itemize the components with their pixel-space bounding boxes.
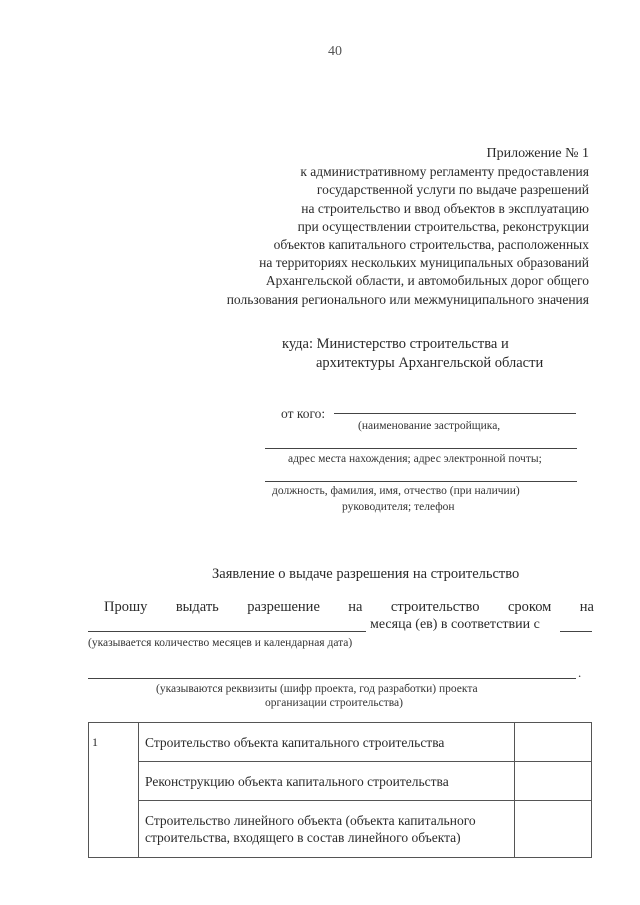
appendix-line: объектов капитального строительства, расположенных bbox=[273, 237, 589, 253]
option-text: Строительство объекта капитального строительства bbox=[139, 723, 515, 762]
request-word: строительство bbox=[390, 599, 480, 615]
project-caption-2: организации строительства) bbox=[265, 697, 403, 709]
page-number: 40 bbox=[328, 44, 342, 59]
sender-position-line[interactable] bbox=[265, 481, 577, 482]
end-mark: . bbox=[578, 665, 582, 680]
request-word: сроком bbox=[507, 599, 552, 615]
table-row bbox=[89, 723, 592, 762]
sender-caption-1: (наименование застройщика, bbox=[358, 420, 501, 432]
term-input-line[interactable] bbox=[88, 631, 366, 632]
request-word: выдать bbox=[175, 599, 219, 615]
appendix-title: Приложение № 1 bbox=[486, 146, 589, 161]
recipient-line-2: архитектуры Архангельской области bbox=[316, 355, 544, 371]
options-table bbox=[88, 722, 592, 858]
table-row bbox=[89, 801, 592, 858]
project-caption-1: (указываются реквизиты (шифр проекта, год разработки) проекта bbox=[156, 683, 478, 695]
sender-caption-2: адрес места нахождения; адрес электронной почты; bbox=[288, 453, 542, 465]
recipient-line-1: куда: Министерство строительства и bbox=[282, 336, 509, 352]
recipient-block bbox=[282, 335, 543, 373]
request-word: Прошу bbox=[104, 599, 148, 615]
option-checkbox[interactable] bbox=[515, 723, 592, 762]
sender-address-line[interactable] bbox=[265, 448, 577, 449]
appendix-line: государственной услуги по выдаче разрешений bbox=[316, 182, 589, 198]
option-text: Реконструкцию объекта капитального строительства bbox=[139, 762, 515, 801]
option-checkbox[interactable] bbox=[515, 762, 592, 801]
row-number: 1 bbox=[89, 723, 139, 858]
request-word: разрешение bbox=[247, 599, 320, 615]
statement-title: Заявление о выдаче разрешения на строительство bbox=[212, 566, 520, 582]
sender-caption-3: должность, фамилия, имя, отчество (при наличии) bbox=[272, 485, 520, 497]
appendix-line: на территориях нескольких муниципальных образований bbox=[259, 255, 589, 271]
months-text: месяца (ев) в соответствии с bbox=[370, 617, 540, 632]
request-sentence bbox=[104, 599, 594, 616]
appendix-line: пользования регионального или межмуниципального значения bbox=[226, 291, 589, 307]
sender-name-line[interactable] bbox=[334, 413, 576, 414]
appendix-line: к административному регламенту предоставления bbox=[300, 164, 589, 180]
sender-caption-4: руководителя; телефон bbox=[342, 501, 455, 513]
option-checkbox[interactable] bbox=[515, 801, 592, 858]
appendix-line: при осуществлении строительства, реконструкции bbox=[297, 218, 589, 234]
term-caption: (указывается количество месяцев и календарная дата) bbox=[88, 637, 353, 649]
request-word: на bbox=[348, 599, 363, 615]
sender-label: от кого: bbox=[281, 406, 326, 421]
appendix-header bbox=[227, 145, 589, 309]
appendix-line: на строительство и ввод объектов в эксплуатацию bbox=[301, 200, 589, 216]
term-date-line[interactable] bbox=[560, 631, 592, 632]
table-row bbox=[89, 762, 592, 801]
appendix-line: Архангельской области, и автомобильных дорог общего bbox=[265, 273, 589, 289]
project-input-line[interactable] bbox=[88, 678, 576, 679]
request-word: на bbox=[579, 599, 594, 615]
option-text: Строительство линейного объекта (объекта капитального строительства, входящего в состав линейного объекта) bbox=[139, 801, 515, 858]
